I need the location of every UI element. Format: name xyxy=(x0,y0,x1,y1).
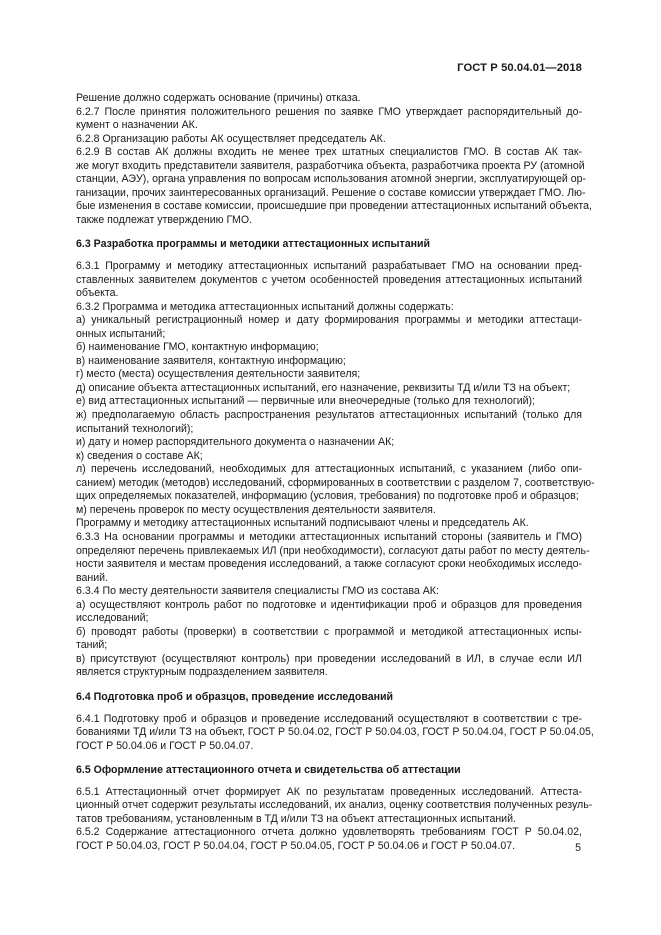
text-line: м) перечень проверок по месту осуществления деятельности заявителя. xyxy=(76,503,436,516)
text-line: онных испытаний; xyxy=(76,327,166,340)
text-line: ж) предполагаемую область распространения результатов аттестационных испытаний (только для xyxy=(76,409,582,422)
paragraph xyxy=(76,517,582,531)
paragraph xyxy=(76,599,582,626)
text-line: ности заявителя и местам проведения исследований, а также согласуют сроки необходимых исследо- xyxy=(76,558,582,571)
text-line: ционный отчет содержит результаты исследований, их анализ, оценку соответствия полученных резуль- xyxy=(76,799,593,812)
text-line: станции, АЭУ), органа управления по вопросам использования атомной энергии, эксплуатирующей ор- xyxy=(76,173,587,186)
document-header: ГОСТ Р 50.04.01—2018 xyxy=(457,62,582,74)
paragraph xyxy=(76,133,582,147)
paragraph xyxy=(76,146,592,227)
paragraph xyxy=(76,409,582,436)
paragraph xyxy=(76,395,582,409)
text-line: 6.2.7 После принятия положительного решения по заявке ГМО утверждает распорядительный до- xyxy=(76,105,582,118)
text-line: татов требованиям, установленным в ТД и/или ТЗ на объект аттестационных испытаний. xyxy=(76,812,516,825)
paragraph xyxy=(76,341,582,355)
text-line: ганизации, прочих заинтересованных организаций. Решение о составе комиссии утверждает ГМО. Лю- xyxy=(76,186,586,199)
paragraph xyxy=(76,530,590,585)
text-line: л) перечень исследований, необходимых для аттестационных испытаний, с указанием (либо опи- xyxy=(76,463,582,476)
text-line: г) место (места) осуществления деятельности заявителя; xyxy=(76,368,361,381)
text-line: к) сведения о составе АК; xyxy=(76,449,203,462)
text-line: же могут входить представители заявителя, разработчика объекта, разработчика проекта РУ (атомной xyxy=(76,159,585,172)
text-line: д) описание объекта аттестационных испытаний, его назначение, реквизиты ТД и/или ТЗ на объект; xyxy=(76,381,571,394)
paragraph xyxy=(76,785,593,827)
paragraph xyxy=(76,504,582,518)
text-line: б) наименование ГМО, контактную информацию; xyxy=(76,341,319,354)
text-line: санием) методик (методов) исследований, сформированных в соответствии с разделом 7, соответствую- xyxy=(76,476,595,489)
text-line: 6.2.9 В состав АК должны входить не менее трех штатных специалистов ГМО. В состав АК так- xyxy=(76,146,582,159)
text-line: определяют перечень привлекаемых ИЛ (при необходимости), согласуют даты работ по месту деятель- xyxy=(76,544,590,557)
paragraph xyxy=(76,450,582,464)
paragraph xyxy=(76,92,582,106)
text-line: бованиями ТД и/или ТЗ на объект, ГОСТ Р 50.04.02, ГОСТ Р 50.04.03, ГОСТ Р 50.04.04, ГОСТ Р 50.04.05, xyxy=(76,726,594,739)
paragraph xyxy=(76,368,582,382)
text-line: Решение должно содержать основание (причины) отказа. xyxy=(76,92,361,104)
text-line: а) осуществляют контроль работ по подготовке и идентификации проб и образцов для проведения xyxy=(76,598,582,611)
text-line: 6.3.3 На основании программы и методики аттестационных испытаний стороны (заявитель и ГМО) xyxy=(76,530,582,543)
text-line: 6.5.1 Аттестационный отчет формирует АК по результатам проведенных исследований. Аттеста- xyxy=(76,785,582,798)
section-heading: 6.4 Подготовка проб и образцов, проведение исследований xyxy=(76,690,394,703)
paragraph xyxy=(76,260,582,301)
text-line: б) проводят работы (проверки) в соответствии с программой и методикой аттестационных испы- xyxy=(76,625,582,638)
paragraph xyxy=(76,826,582,853)
paragraph xyxy=(76,314,582,341)
paragraph xyxy=(76,382,582,396)
text-line: ГОСТ Р 50.04.06 и ГОСТ Р 50.04.07. xyxy=(76,739,254,752)
paragraph xyxy=(76,626,582,653)
text-line: бые изменения в составе комиссии, происшедшие при проведении аттестационных испытаний объекта, xyxy=(76,200,592,213)
text-line: ставленных заявителем документов с учетом особенностей проведения аттестационных испытаний xyxy=(76,273,582,286)
text-line: ваний. xyxy=(76,571,109,584)
text-line: 6.3.4 По месту деятельности заявителя специалисты ГМО из состава АК: xyxy=(76,585,439,598)
section-heading: 6.3 Разработка программы и методики аттестационных испытаний xyxy=(76,238,431,251)
text-line: кумент о назначении АК. xyxy=(76,119,198,132)
text-line: Программу и методику аттестационных испытаний подписывают члены и председатель АК. xyxy=(76,517,529,530)
paragraph xyxy=(76,653,582,680)
text-line: в) наименование заявителя, контактную информацию; xyxy=(76,354,346,367)
paragraph xyxy=(76,712,594,754)
text-line: 6.4.1 Подготовку проб и образцов и проведение исследований осуществляют в соответствии с тре- xyxy=(76,712,582,725)
text-line: в) присутствуют (осуществляют контроль) при проведении исследований в ИЛ, в случае если ИЛ xyxy=(76,652,582,665)
text-line: а) уникальный регистрационный номер и дату формирования программы и методики аттестаци- xyxy=(76,314,582,327)
text-line: е) вид аттестационных испытаний — первичные или внеочередные (только для технологий); xyxy=(76,395,536,408)
text-line: также подлежат утверждению ГМО. xyxy=(76,213,253,226)
text-line: ГОСТ Р 50.04.03, ГОСТ Р 50.04.04, ГОСТ Р 50.04.05, ГОСТ Р 50.04.06 и ГОСТ Р 50.04.07. xyxy=(76,839,516,852)
text-line: и) дату и номер распорядительного документа о назначении АК; xyxy=(76,436,395,449)
text-line: исследований; xyxy=(76,612,149,625)
text-line: объекта. xyxy=(76,287,119,300)
text-line: 6.3.1 Программу и методику аттестационных испытаний разрабатывает ГМО на основании пред- xyxy=(76,260,582,273)
paragraph xyxy=(76,436,582,450)
text-line: является структурным подразделением заявителя. xyxy=(76,666,328,679)
text-line: 6.5.2 Содержание аттестационного отчета должно удовлетворять требованиям ГОСТ Р 50.04.02, xyxy=(76,826,582,839)
paragraph xyxy=(76,106,582,133)
document-body xyxy=(76,92,595,853)
page-number: 5 xyxy=(575,842,581,854)
paragraph xyxy=(76,585,582,599)
paragraph xyxy=(76,463,595,504)
text-line: испытаний технологий); xyxy=(76,422,194,435)
text-line: щих определяемых показателей, информацию (условия, требования) по подготовке проб и образцов; xyxy=(76,490,579,503)
text-line: 6.2.8 Организацию работы АК осуществляет председатель АК. xyxy=(76,132,386,145)
paragraph xyxy=(76,301,582,315)
paragraph xyxy=(76,355,582,369)
text-line: 6.3.2 Программа и методика аттестационных испытаний должны содержать: xyxy=(76,300,454,313)
text-line: таний; xyxy=(76,639,108,652)
section-heading: 6.5 Оформление аттестационного отчета и свидетельства об аттестации xyxy=(76,764,461,777)
